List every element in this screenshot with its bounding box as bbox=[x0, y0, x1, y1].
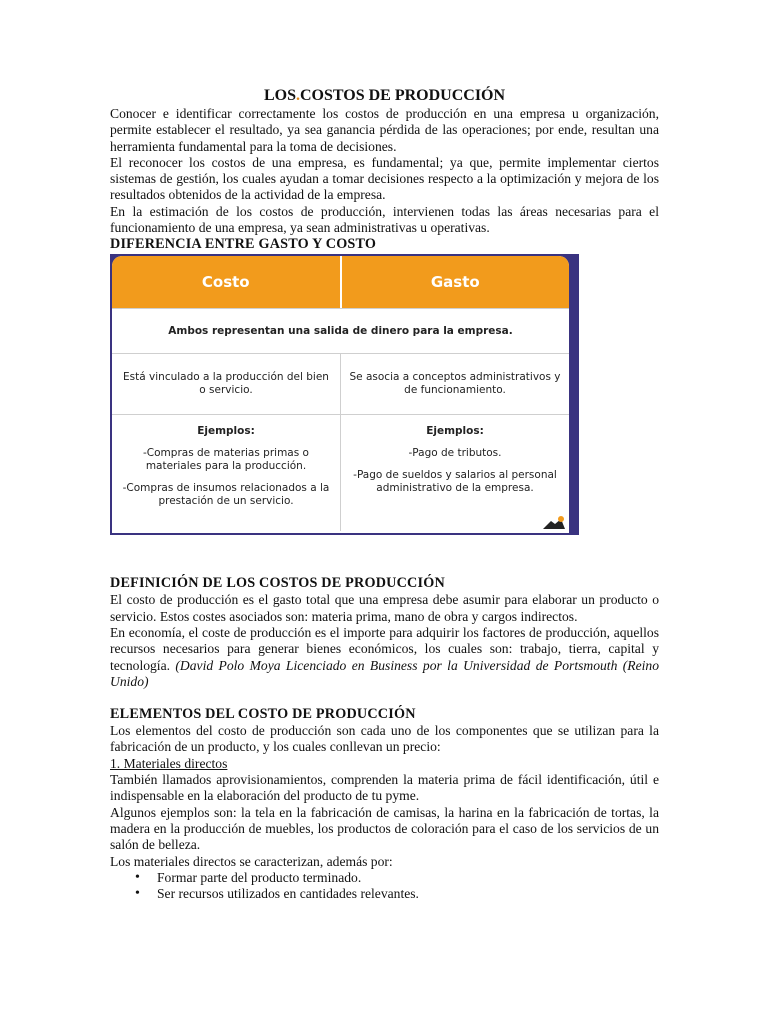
title-part-2: COSTOS DE PRODUCCIÓN bbox=[299, 87, 506, 104]
cost-vs-expense-table-image bbox=[110, 254, 579, 535]
shared-row bbox=[112, 308, 569, 353]
list-item: • Ser recursos utilizados en cantidades relevantes. bbox=[157, 886, 659, 902]
shared-text: Ambos representan una salida de dinero para la empresa. bbox=[168, 324, 513, 337]
intro-paragraph-3: En la estimación de los costos de producción, intervienen todas las áreas necesarias para el funcionamiento de una empresa, ya sean administrativas u operativas. bbox=[110, 203, 659, 236]
intro-paragraph-2: El reconocer los costos de una empresa, es fundamental; ya que, permite implementar ciertos sistemas de gestión, los cuales ayudan a tomar decisiones respecto a la optimización y mejora de los resultados obtenidos de la actividad de la empresa. bbox=[110, 154, 659, 203]
header-costo: Costo bbox=[201, 273, 250, 292]
costo-examples bbox=[112, 415, 340, 531]
document-body bbox=[110, 86, 659, 902]
list-item: • Formar parte del producto terminado. bbox=[157, 870, 659, 886]
costo-description bbox=[112, 354, 340, 414]
elements-paragraph-3: Algunos ejemplos son: la tela en la fabricación de camisas, la harina en la fabricación de tortas, la madera en la producción de muebles, los productos de coloración para el caso de los servicios de un salón de belleza. bbox=[110, 804, 659, 853]
table-header bbox=[112, 256, 569, 308]
gasto-description-text: Se asocia a conceptos administrativos y de funcionamiento. bbox=[349, 371, 561, 397]
costo-description-text: Está vinculado a la producción del bien o servicio. bbox=[123, 371, 329, 397]
illustration-icon bbox=[541, 515, 567, 531]
definition-paragraph-2-text: En economía, el coste de producción es el importe para adquirir los factores de producción, aquellos recursos necesarios para generar bienes económicos, los cuales son: trabajo, tierra, capital y tecnología. bbox=[110, 624, 659, 673]
costo-example-2: -Compras de insumos relacionados a la prestación de un servicio. bbox=[122, 482, 330, 508]
heading-difference: DIFERENCIA ENTRE GASTO Y COSTO bbox=[110, 236, 377, 253]
heading-elements: ELEMENTOS DEL COSTO DE PRODUCCIÓN bbox=[110, 706, 416, 723]
elements-paragraph-4: Los materiales directos se caracterizan, además por: bbox=[110, 853, 393, 869]
title-dot: . bbox=[295, 87, 300, 104]
description-row bbox=[112, 353, 569, 414]
title-part-1: LOS bbox=[263, 87, 296, 104]
gasto-example-2: -Pago de sueldos y salarios al personal administrativo de la empresa. bbox=[353, 469, 557, 495]
gasto-examples bbox=[341, 415, 569, 531]
gasto-description bbox=[341, 354, 569, 414]
definition-paragraph-1: El costo de producción es el gasto total que una empresa debe asumir para elaborar un producto o servicio. Estos costes asociados son: materia prima, mano de obra y cargos indirectos. bbox=[110, 592, 659, 624]
spacer bbox=[110, 690, 659, 706]
characteristics-list bbox=[110, 870, 659, 903]
intro-paragraph-1: Conocer e identificar correctamente los costos de producción en una empresa u organización, permite establecer el resultado, ya sea ganancia pérdida de las operaciones; por ende, resultan una herramienta fundamental para la toma de decisiones. bbox=[110, 106, 659, 154]
costo-examples-label: Ejemplos: bbox=[197, 425, 255, 438]
elements-paragraph-2: También llamados aprovisionamientos, comprenden la materia prima de fácil identificación, útil e indispensable en la elaboración del producto de tu pyme. bbox=[110, 772, 659, 804]
gasto-example-1: -Pago de tributos. bbox=[408, 447, 502, 460]
heading-definition: DEFINICIÓN DE LOS COSTOS DE PRODUCCIÓN bbox=[110, 575, 445, 592]
header-gasto: Gasto bbox=[430, 273, 480, 292]
gasto-examples-label: Ejemplos: bbox=[426, 425, 484, 438]
table-inner bbox=[112, 256, 569, 533]
citation: (David Polo Moya Licenciado en Business por la Universidad de Portsmouth (Reino Unido) bbox=[110, 657, 659, 689]
page-title bbox=[110, 86, 659, 106]
costo-example-1: -Compras de materias primas o materiales para la producción. bbox=[143, 447, 309, 473]
examples-row bbox=[112, 414, 569, 531]
elements-paragraph-1: Los elementos del costo de producción son cada uno de los componentes que se utilizan para la fabricación de un producto, y los cuales conllevan un precio: bbox=[110, 723, 659, 755]
subheading-direct-materials: 1. Materiales directos bbox=[110, 755, 228, 771]
definition-paragraph-2 bbox=[110, 625, 659, 690]
